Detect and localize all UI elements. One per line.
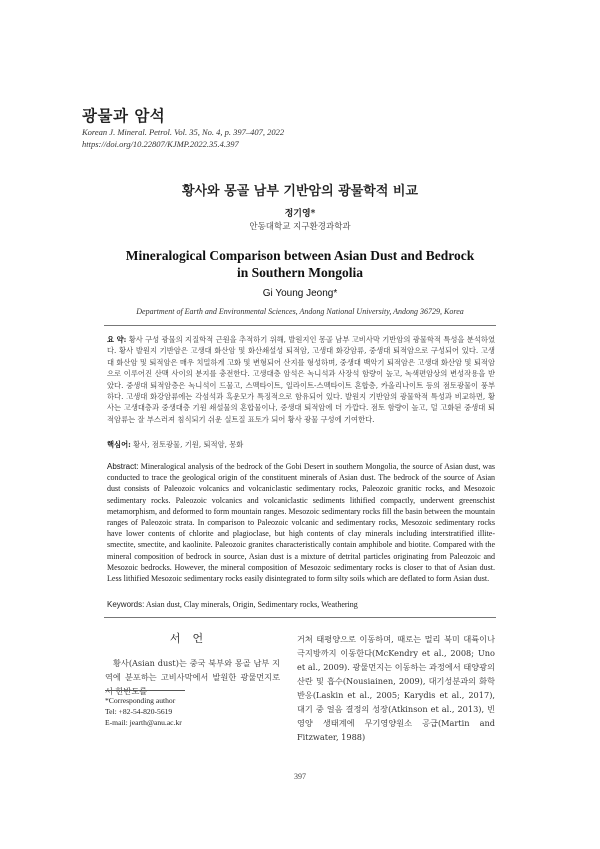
english-title-line1: Mineralogical Comparison between Asian Dust and Bedrock <box>125 248 475 263</box>
footnote-email[interactable]: E-mail: jearth@anu.ac.kr <box>105 718 182 728</box>
korean-abstract <box>107 334 495 425</box>
korean-keywords <box>107 440 495 450</box>
journal-name: 광물과 암석 <box>82 106 166 125</box>
journal-info <box>82 127 284 150</box>
korean-keywords-text: 황사, 점토광물, 기원, 퇴적암, 몽화 <box>130 440 244 449</box>
section-title-introduction: 서언 <box>169 632 216 645</box>
abstract-top-rule <box>104 325 496 326</box>
korean-keywords-label: 핵심어: <box>107 440 131 449</box>
body-left-column: 황사(Asian dust)는 중국 북부와 몽골 남부 지역에 분포하는 고비사막에서 발원한 광물먼지로서 한반도를 <box>105 658 280 696</box>
english-keywords <box>107 600 495 609</box>
english-title-line2: in Southern Mongolia <box>236 265 364 280</box>
journal-doi[interactable]: https://doi.org/10.22807/KJMP.2022.35.4.397 <box>82 138 239 149</box>
footnote <box>105 695 182 729</box>
korean-title: 황사와 몽골 남부 기반암의 광물학적 비교 <box>181 184 419 199</box>
english-keywords-label: Keywords: <box>107 600 145 609</box>
english-affiliation: Department of Earth and Environmental Sciences, Andong National University, Andong 36729, Korea <box>136 307 464 316</box>
page-number: 397 <box>294 772 306 781</box>
english-title <box>0 247 600 281</box>
english-abstract <box>107 461 495 584</box>
korean-abstract-label: 요 약: <box>107 335 127 344</box>
english-abstract-label: Abstract: <box>107 462 139 471</box>
journal-citation: Korean J. Mineral. Petrol. Vol. 35, No. 4, p. 397–407, 2022 <box>82 127 285 137</box>
korean-abstract-text: 황사 구성 광물의 지질학적 근원을 추적하기 위해, 발원지인 몽골 남부 고비사막 기반암의 광물학적 특성을 분석하였다. 황사 발원지 기반암은 고생대 화산암 및 화산쇄설성 퇴적암, 고생대 화강암류, 중생대 퇴적암으로 구성되어 있다. 고생대 화산암 및 퇴적암은 매우 치밀하게 고화 및 변형되어 산지를 형성하며, 중생대 백악기 퇴적암은 고생대 화산암 및 퇴적암으로 이루어진 산맥 사이의 분지를 충전한다. 고생대층 암석은 녹니석과 사장석 함량이 높고, 녹색편암상의 변성작용을 받았다. 중생대 퇴적암층은 녹니석이 드물고, 스멕타이트, 일라이트-스멕타이트 혼합층, 카올리나이트 등의 점토광물이 풍부하다. 고생대 화강암류에는 각섬석과 흑운모가 특징적으로 함유되어 있다. 발원지 기반암의 광물학적 특성과 비교하면, 황사는 고생대층과 중생대층 기원 쇄설물의 혼합물이나, 중생대 퇴적암에 더 가깝다. 점토 함량이 높고, 덜 고화된 중생대 퇴적암류는 잘 부스러져 침식되기 쉬운 실트질 표토가 되어 황사 광물 구성에 기여한다. <box>107 335 495 424</box>
abstract-bottom-rule <box>104 617 496 618</box>
footnote-corresponding: *Corresponding author <box>105 696 176 705</box>
english-keywords-text: Asian dust, Clay minerals, Origin, Sedimentary rocks, Weathering <box>144 600 358 609</box>
korean-affiliation: 안동대학교 지구환경과학과 <box>249 222 351 232</box>
english-author: Gi Young Jeong* <box>262 288 338 299</box>
korean-author: 정기영* <box>284 209 316 219</box>
body-right-column: 거쳐 태평양으로 이동하며, 때로는 멀리 북미 대륙이나 극지방까지 이동한다(McKendry et al., 2008; Uno et al., 2009). 광물먼지는 이동하는 과정에서 태양광의 산란 및 흡수(Nousiainen, 2009), 대기성분과의 화학반응(Laskin et al., 2005; Karydis et al., 2017), 대기 중 얼음 결정의 성장(Atkinson et al., 2013), 빈영양 생태계에 무기영양원소 공급(Martin and Fitzwater, 1988) <box>297 634 495 742</box>
english-abstract-text: Mineralogical analysis of the bedrock of the Gobi Desert in southern Mongolia, the source of Asian dust, was conducted to trace the geological origin of the constituent minerals of Asian dust. The bedrock of the source of Asian dust consists of Paleozoic volcanics and volcaniclastic sedimentary rocks, Paleozoic granitic rocks, and Mesozoic sedimentary rocks. Paleozoic volcanics and volcaniclastic sediments lithified compactly, underwent greenschist metamorphism, and deformed to form mountain ranges. Mesozoic sedimentary rocks fill the basin between the mountain ranges of Paleozoic strata. In comparison to Paleozoic volcanic and sedimentary rocks, Mesozoic sedimentary rocks have lower contents of chlorite and plagioclase, but high contents of clay minerals including interstratified illite-smectite, smectite, and kaolinite. Paleozoic granites characteristically contain amphibole and biotite. Compared with the mineral composition of bedrock in source, Asian dust is a mixture of detrital particles originating from Paleozoic and Mesozoic bedrocks. However, the mineral composition of Mesozoic sedimentary rocks is closer to that of Asian dust. Less lithified Mesozoic sedimentary rocks easily disintegrated to form silty soils which are deflated to form Asian dust. <box>107 462 495 584</box>
footnote-tel: Tel: +82-54-820-5619 <box>105 707 173 717</box>
footnote-rule <box>105 690 185 691</box>
